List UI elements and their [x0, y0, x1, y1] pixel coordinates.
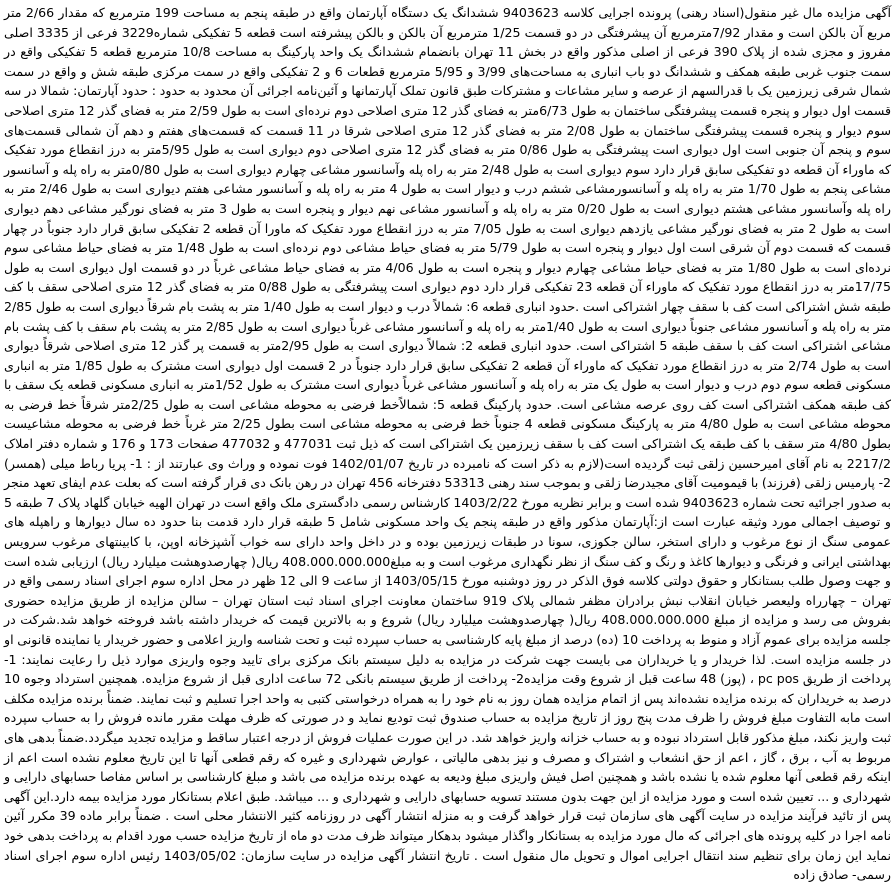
auction-notice-text: آگهی مزایده مال غیر منقول(اسناد رهنی) پرونده اجرایی کلاسه 9403623 ششدانگ یک دستگاه آپارتمان واقع در طبقه پنجم به مساحت 199 مترمربع که مقدار 2/66 متر مربع آن بالکن است و مقدار 7/92مترمربع آن پیشرفتگی در دو قسمت 1/25 مترمربع آن بالکن و بالکن پیشرفته است قطعه 5 تفکیکی شماره3229 فرعی از 3335 اصلی مفروز و مجزی شده از پلاک 390 فرعی از اصلی مذکور واقع در بخش 11 تهران بانضمام ششدانگ یک واحد پارکینگ به مساحت 10/8 مترمربع قطعه 5 تفکیکی واقع در سمت جنوب غربی طبقه همکف و ششدانگ دو باب انباری به مساحت‌های 3/99 و 5/95 مترمربع قطعات 6 و 2 تفکیکی واقع در سمت مرکزی طبقه شش و واقع در سمت شمال شرقی زیرزمین یک با قدرالسهم از عرصه و سایر مشاعات و مشترکات طبق قانون تملک آپارتمانها و آئین‌نامه اجرائی آن محدود به حدود : حدود آپارتمان: شمالا در سه قسمت اول دیوار و پنجره قسمت پیشرفتگی ساختمان به طول 6/73متر به فضای گذر 12 متری اصلاحی دوم نرده‌ای است به طول 2/59 متر به فضای گذر 12 متری اصلاحی سوم دیوار و پنجره قسمت پیشرفتگی ساختمان به طول 2/08 متر به فضای گذر 12 متری اصلاحی شرقا در 11 قسمت که قسمت‌های هفتم و دهم آن شمالی قسمت‌های سوم و پنجم آن جنوبی است اول دیواری است پیشرفتگی به طول 0/86 متر به فضای گذر 12 متری اصلاحی دوم دیواری است به طول 5/95متر به درز انقطاع مورد تفکیک که ماوراء آن قطعه دو تفکیکی سابق قرار دارد سوم دیواری است به طول 2/48 متر به راه پله وآسانسور مشاعی چهارم دیواری است به طول 0/80متر به راه پله و آسانسور مشاعی پنجم به طول 1/70 متر به راه پله و آسانسورمشاعی ششم درب و دیوار است به طول 4 متر به راه پله و آسانسور مشاعی هفتم دیواری است به طول 2/46 متر به راه پله وآسانسور مشاعی هشتم دیواری است به طول 0/20 متر به راه پله و آسانسور مشاعی نهم دیوار و پنجره است به طول 3 متر به فضای نورگیر مشاعی دهم دیواری است به طول 2 متر به فضای نورگیر مشاعی یازدهم دیواری است به طول 7/05 متر به درز انقطاع مورد تفکیک که ماورا آن قطعه 2 تفکیکی سابق قرار دارد جنوباً در چهار قسمت که قسمت دوم آن شرقی است اول دیوار و پنجره است به طول 5/79 متر به فضای حیاط مشاعی دوم نرده‌ای است به طول 1/48 متر به فضای حیاط مشاعی سوم نرده‌ای است به طول 1/80 متر به فضای حیاط مشاعی چهارم دیوار و پنجره است به طول 4/06 متر به فضای حیاط مشاعی غرباً در دو قسمت اول دیواری است به طول 17/75متر به درز انقطاع مورد تفکیک که ماوراء آن قطعه 23 تفکیکی قرار دارد دوم دیواری است پیشرفتگی به طول 0/88 متر به فضای گذر 12 متری اصلاحی سقف با کف طبقه شش اشتراکی است کف با سقف چهار اشتراکی است .حدود انباری قطعه 6: شمالاً درب و دیوار است به طول 1/40 متر به پشت بام شرقاً دیواری است به طول 2/85 متر به راه پله و آسانسور مشاعی جنوباً دیواری است به طول 1/40متر به راه پله و آسانسور مشاعی غرباً دیواری است به طول 2/85 متر به پشت بام سقف با کف پشت بام مشاعی اشتراکی است کف با سقف طبقه 5 اشتراکی است. حدود انباری قطعه 2: شمالاً دیواری است به طول 2/95متر به قسمت پر گذر 12 متری اصلاحی شرقاً دیواری است به طول 2/74 متر به درز انقطاع مورد تفکیک که ماوراء آن قطعه 2 تفکیکی سابق قرار دارد جنوباً در 2 قسمت اول دیواری است مشترک به طول 1/85 متر به انباری مسکونی قطعه سوم دوم درب و دیوار است به طول یک متر به راه پله و آسانسور مشاعی غرباً دیواری است مشترک به طول 1/52متر به انباری مسکونی قطعه یک سقف با کف طبقه همکف اشتراکی است کف روی عرصه مشاعی است. حدود پارکینگ قطعه 5: شمالاًخط فرضی به محوطه مشاعی است به طول 2/25متر شرقاً خط فرضی به محوطه مشاعی است به طول 4/80 متر به پارکینگ مسکونی قطعه 4 جنوباً خط فرضی به محوطه مشاعی است بطول 2/25 متر غرباً خط فرضی به محوطه مشاعیست بطول 4/80 متر سقف با کف طبقه یک اشتراکی است کف با سقف زیرزمین یک اشتراکی است که ذیل ثبت 477031 و 477032 صفحات 173 و 176 و شماره دفتر املاک 2217/2 به نام آقای امیرحسین زلقی ثبت گردیده است(لازم به ذکر است که نامبرده در تاریخ 1402/01/07 فوت نموده و وراث وی عبارتند از : 1- پریا رباط میلی (همسر) 2- پارمیس زلقی (فرزند) با قیمومیت آقای مجیدرضا زلقی و بموجب سند رهنی 53313 دفترخانه 456 تهران در رهن بانک دی قرار گرفته است که بعلت عدم ایفای تعهد منجر به صدور اجرائیه تحت شماره 9403623 شده است و برابر نظریه مورخ 1403/2/22 کارشناس رسمی دادگستری ملک واقع است در تهران الهیه خیابان گلهاد پلاک 7 طبقه 5 و توصیف اجمالی مورد وثیقه عبارت است از:آپارتمان مذکور واقع در طبقه پنجم یک واحد مسکونی شامل 5 طبقه قرار دارد قدمت بنا حدود ده سال دیوارها و راهپله های عمومی سنگ از نوع مرغوب و دارای استخر، سالن جکوزی، سونا در طبقات زیرزمین بوده و در داخل واحد دارای سه خواب آشپزخانه اوپن، با کابینتهای مرغوب سرویس بهداشتی ایرانی و فرنگی و دیوارها کاغذ و رنگ و کف سنگ از نظر نگهداری مرغوب است و به مبلغ408.000.000.000 ریال( چهارصدوهشت میلیارد ریال) ارزیابی شده است و جهت وصول طلب بستانکار و حقوق دولتی کلاسه فوق الذکر در روز دوشنبه مورخ 1403/05/15 از ساعت 9 الی 12 ظهر در محل اداره سوم اجرای اسناد رسمی واقع در تهران – چهارراه ولیعصر خیابان انقلاب نبش برادران مظفر شمالی پلاک 919 ساختمان معاونت اجرای اسناد ثبت استان تهران – سالن مزایده از طریق مزایده حضوری بفروش می رسد و مزایده از مبلغ 408.000.000.000 ریال( چهارصدوهشت میلیارد ریال) شروع و به بالاترین قیمت که خریدار داشته باشد فروخته خواهد شد.شرکت در جلسه مزایده برای عموم آزاد و منوط به پرداخت 10 (ده) درصد از مبلغ پایه کارشناسی به حساب سپرده ثبت و تحت شناسه واریز اعلامی و حضور خریدار یا نماینده قانونی او در جلسه مزایده است. لذا خریدار و یا خریداران می بایست جهت شرکت در مزایده به دلیل سیستم بانک مرکزی برای تایید وجوه واریزی موارد ذیل را رعایت نمایند: 1- پرداخت از طریق pc pos ، (پوز) 48 ساعت قبل از شروع وقت مزایده2- پرداخت از طریق سیستم بانکی 72 ساعت اداری قبل از شروع مزایده. همچنین استرداد وجوه 10 درصد به خریداران که برنده مزایده نشده‌اند پس از اتمام مزایده همان روز به نام خود را به همراه درخواستی کتبی به واحد اجرا تسلیم و ثبت نمایند. ضمناً برنده مزایده مکلف است مابه التفاوت مبلغ فروش را ظرف مدت پنج روز از تاریخ مزایده به حساب صندوق ثبت تودیع نماید و در صورتی که ظرف مهلت مقرر مانده فروش را به حساب سپرده ثبت واریز نکند، مبلغ مذکور قابل استرداد نبوده و به حساب خزانه واریز خواهد شد. در این صورت عملیات فروش از درجه اعتبار ساقط و مزایده تجدید میگردد.ضمناً بدهی های مربوط به آب ، برق ، گاز ، اعم از حق انشعاب و اشتراک و مصرف و نیز بدهی مالیاتی ، عوارض شهرداری و غیره که رقم قطعی آنها تا این تاریخ معلوم نشده است اعم از اینکه رقم قطعی آنها معلوم شده یا نشده باشد و همچنین اصل فیش واریزی مبلغ ودیعه به عهده برنده مزایده می باشد و مبلغ کارشناسی بر اساس مفاصا حسابهای دارایی و شهرداری و ... تعیین شده است و مورد مزایده از این جهت بدون مستند تسویه حسابهای دارایی و شهرداری و ... میباشد. طبق اعلام بستانکار مورد مزایده بیمه دارد.این آگهی پس از تائید فرآیند مزایده در سایت آگهی های سازمان ثبت قرار خواهد گرفت و به منزله انتشار آگهی در روزنامه کثیر الانتشار محلی است . ضمناً برابر ماده 39 مکرر آئین نامه اجرا در کلیه پرونده های اجرائی که مال مورد مزایده به بستانکار واگذار میشود بدهکار میتواند ظرف مدت دو ماه از تاریخ مزایده حسب مورد اقدام به پرداخت بدهی خود نماید این زمان برای تنظیم سند انتقال اجرایی اموال و تحویل مال منقول است . تاریخ انتشار آگهی مزایده در سایت سازمان: 1403/05/02 رئیس اداره سوم اجرای اسناد رسمی- صادق زاده	[4, 5, 892, 883]
